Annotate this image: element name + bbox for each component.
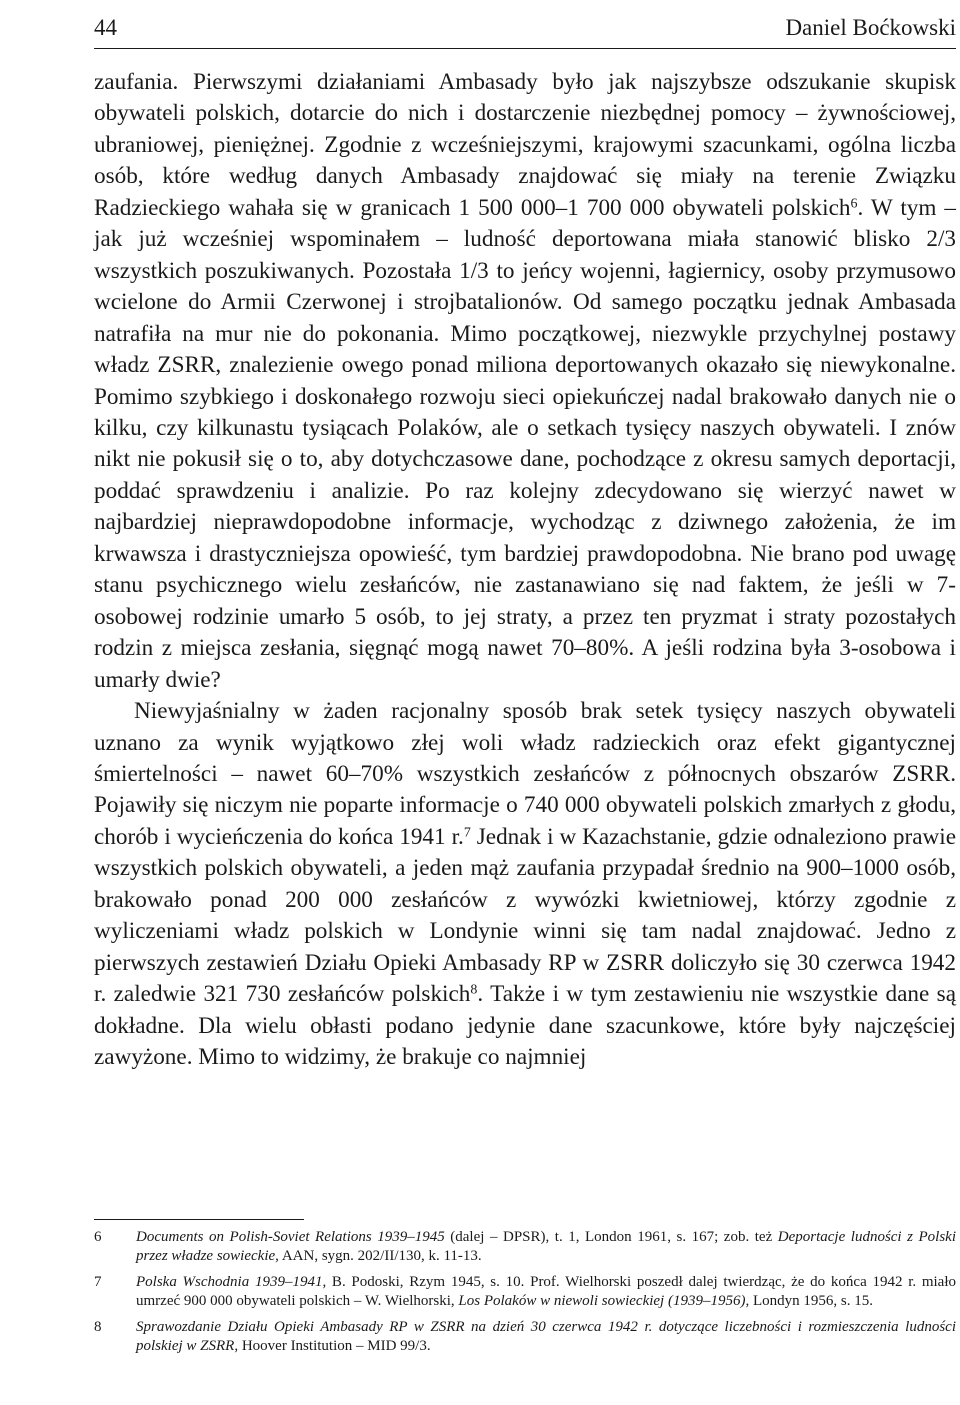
paragraph-text: Jednak i w Kazachstanie, gdzie odnaleziono prawie wszystkich polskich obywateli, a jeden mąż zaufania przypadał średnio na 900–1000 osób, brakowało ponad 200 000 zesłańców z wywózki kwietniowej, którzy zgodnie z wyliczeniami władz polskich w Londynie winni się tam nadal znajdować. Jedno z pierwszych zestawień Działu Opieki Ambasady RP w ZSRR doliczyło się 30 czerwca 1942 r. zaledwie 321 730 zesłańców polskich — [94, 823, 956, 1008]
footnote-reference: 8 — [470, 982, 478, 998]
running-header-author: Daniel Boćkowski — [785, 15, 956, 40]
footnote-reference: 6 — [850, 196, 858, 212]
body-text — [94, 67, 956, 1074]
footnote-text: , Hoover Institution – MID 99/3. — [234, 1338, 431, 1355]
footnote-number: 6 — [94, 1229, 102, 1245]
paragraph-text: . Także i w tym zestawieniu nie wszystkie dane są dokładne. Dla wielu obłasti podano jedynie dane szacunkowe, które były najczęściej zawyżone. Mimo to widzimy, że brakuje co najmniej — [94, 981, 956, 1071]
running-header — [94, 14, 956, 49]
page-number: 44 — [94, 15, 117, 40]
footnote-separator — [94, 1219, 304, 1220]
footnote-title: Polska Wschodnia 1939–1941 — [136, 1273, 323, 1290]
footnote-text: (dalej – DPSR), t. 1, London 1961, s. 167; zob. też — [444, 1229, 778, 1245]
page — [94, 14, 956, 1074]
footnote-reference: 7 — [463, 825, 471, 841]
footnote-text: , AAN, sygn. 202/II/130, k. 11-13. — [275, 1248, 482, 1265]
body-paragraph — [94, 696, 956, 1073]
footnote-title: Deportacje ludności z Polski przez władze sowieckie — [136, 1229, 956, 1265]
body-paragraph — [94, 67, 956, 696]
footnote-text: , Londyn 1956, s. 15. — [745, 1293, 873, 1310]
paragraph-text: Niewyjaśnialny w żaden racjonalny sposób brak setek tysięcy naszych obywateli uznano za wynik wyjątkowo złej woli władz radzieckich oraz efekt gigantycznej śmiertelności – nawet 60–70% wszystkich zesłańców z północnych obszarów ZSRR. Pojawiły się niczym nie poparte informacje o 740 000 obywateli polskich zmarłych z głodu, chorób i wycieńczenia do końca 1941 r. — [94, 698, 956, 850]
footnotes — [94, 1219, 956, 1362]
footnote-number: 8 — [94, 1318, 102, 1335]
footnote-number: 7 — [94, 1273, 102, 1290]
paragraph-text: zaufania. Pierwszymi działaniami Ambasady było jak najszybsze odszukanie skupisk obywateli polskich, dotarcie do nich i dostarczenie niezbędnej pomocy – żywnościowej, ubraniowej, pieniężnej. Zgodnie z wcześniejszymi, krajowymi szacunkami, ogólna liczba osób, które według danych Ambasady znajdować się miały na terenie Związku Radzieckiego wahała się w granicach 1 500 000–1 700 000 obywateli polskich — [94, 69, 956, 221]
footnote — [94, 1273, 956, 1312]
footnote-title: Sprawozdanie Działu Opieki Ambasady RP w ZSRR na dzień 30 czerwca 1942 r. dotyczące liczebności i rozmieszczenia ludności polskiej w ZSRR — [136, 1318, 956, 1355]
footnote-title: Los Polaków w niewoli sowieckiej (1939–1956) — [458, 1293, 746, 1310]
footnote-title: Documents on Polish-Soviet Relations 1939–1945 — [136, 1229, 445, 1245]
footnote — [94, 1318, 956, 1357]
footnote-text: , B. Podoski, Rzym 1945, s. 10. Prof. Wielhorski poszedł dalej twierdząc, że do końca 1942 r. miało umrzeć 900 000 obywateli polskich – W. Wielhorski, — [136, 1273, 956, 1310]
paragraph-text: . W tym – jak już wcześniej wspominałem – ludność deportowana miała stanowić blisko 2/3 wszystkich poszukiwanych. Pozostała 1/3 to jeńcy wojenni, łagiernicy, osoby przymusowo wcielone do Armii Czerwonej i strojbatalionów. Od samego początku jednak Ambasada natrafiła na mur nie do pokonania. Mimo początkowej, niezwykle przychylnej postawy władz ZSRR, znalezienie owego ponad miliona deportowanych okazało się niewykonalne. Pomimo szybkiego i doskonałego rozwoju sieci opiekuńczej nadal brakowało danych nie o kilku, czy kilkunastu tysiącach Polaków, ale o setkach tysięcy naszych obywateli. I znów nikt nie pokusił się o to, aby dotychczasowe dane, pochodzące z okresu samych deportacji, poddać sprawdzeniu i analizie. Po raz kolejny zdecydowano się wierzyć nawet w najbardziej nieprawdopodobne informacje, wychodząc z dziwnego założenia, że im krwawsza i drastyczniejsza opowieść, tym bardziej prawdopodobna. Nie brano pod uwagę stanu psychicznego wielu zesłańców, nie zastanawiano się nad faktem, że jeśli w 7-osobowej rodzinie umarło 5 osób, to jej straty, a przez ten pryzmat i straty pozostałych rodzin z miejsca zesłania, sięgnąć mogą nawet 70–80%. A jeśli rodzina była 3-osobowa i umarły dwie? — [94, 194, 957, 693]
footnote — [94, 1228, 956, 1267]
